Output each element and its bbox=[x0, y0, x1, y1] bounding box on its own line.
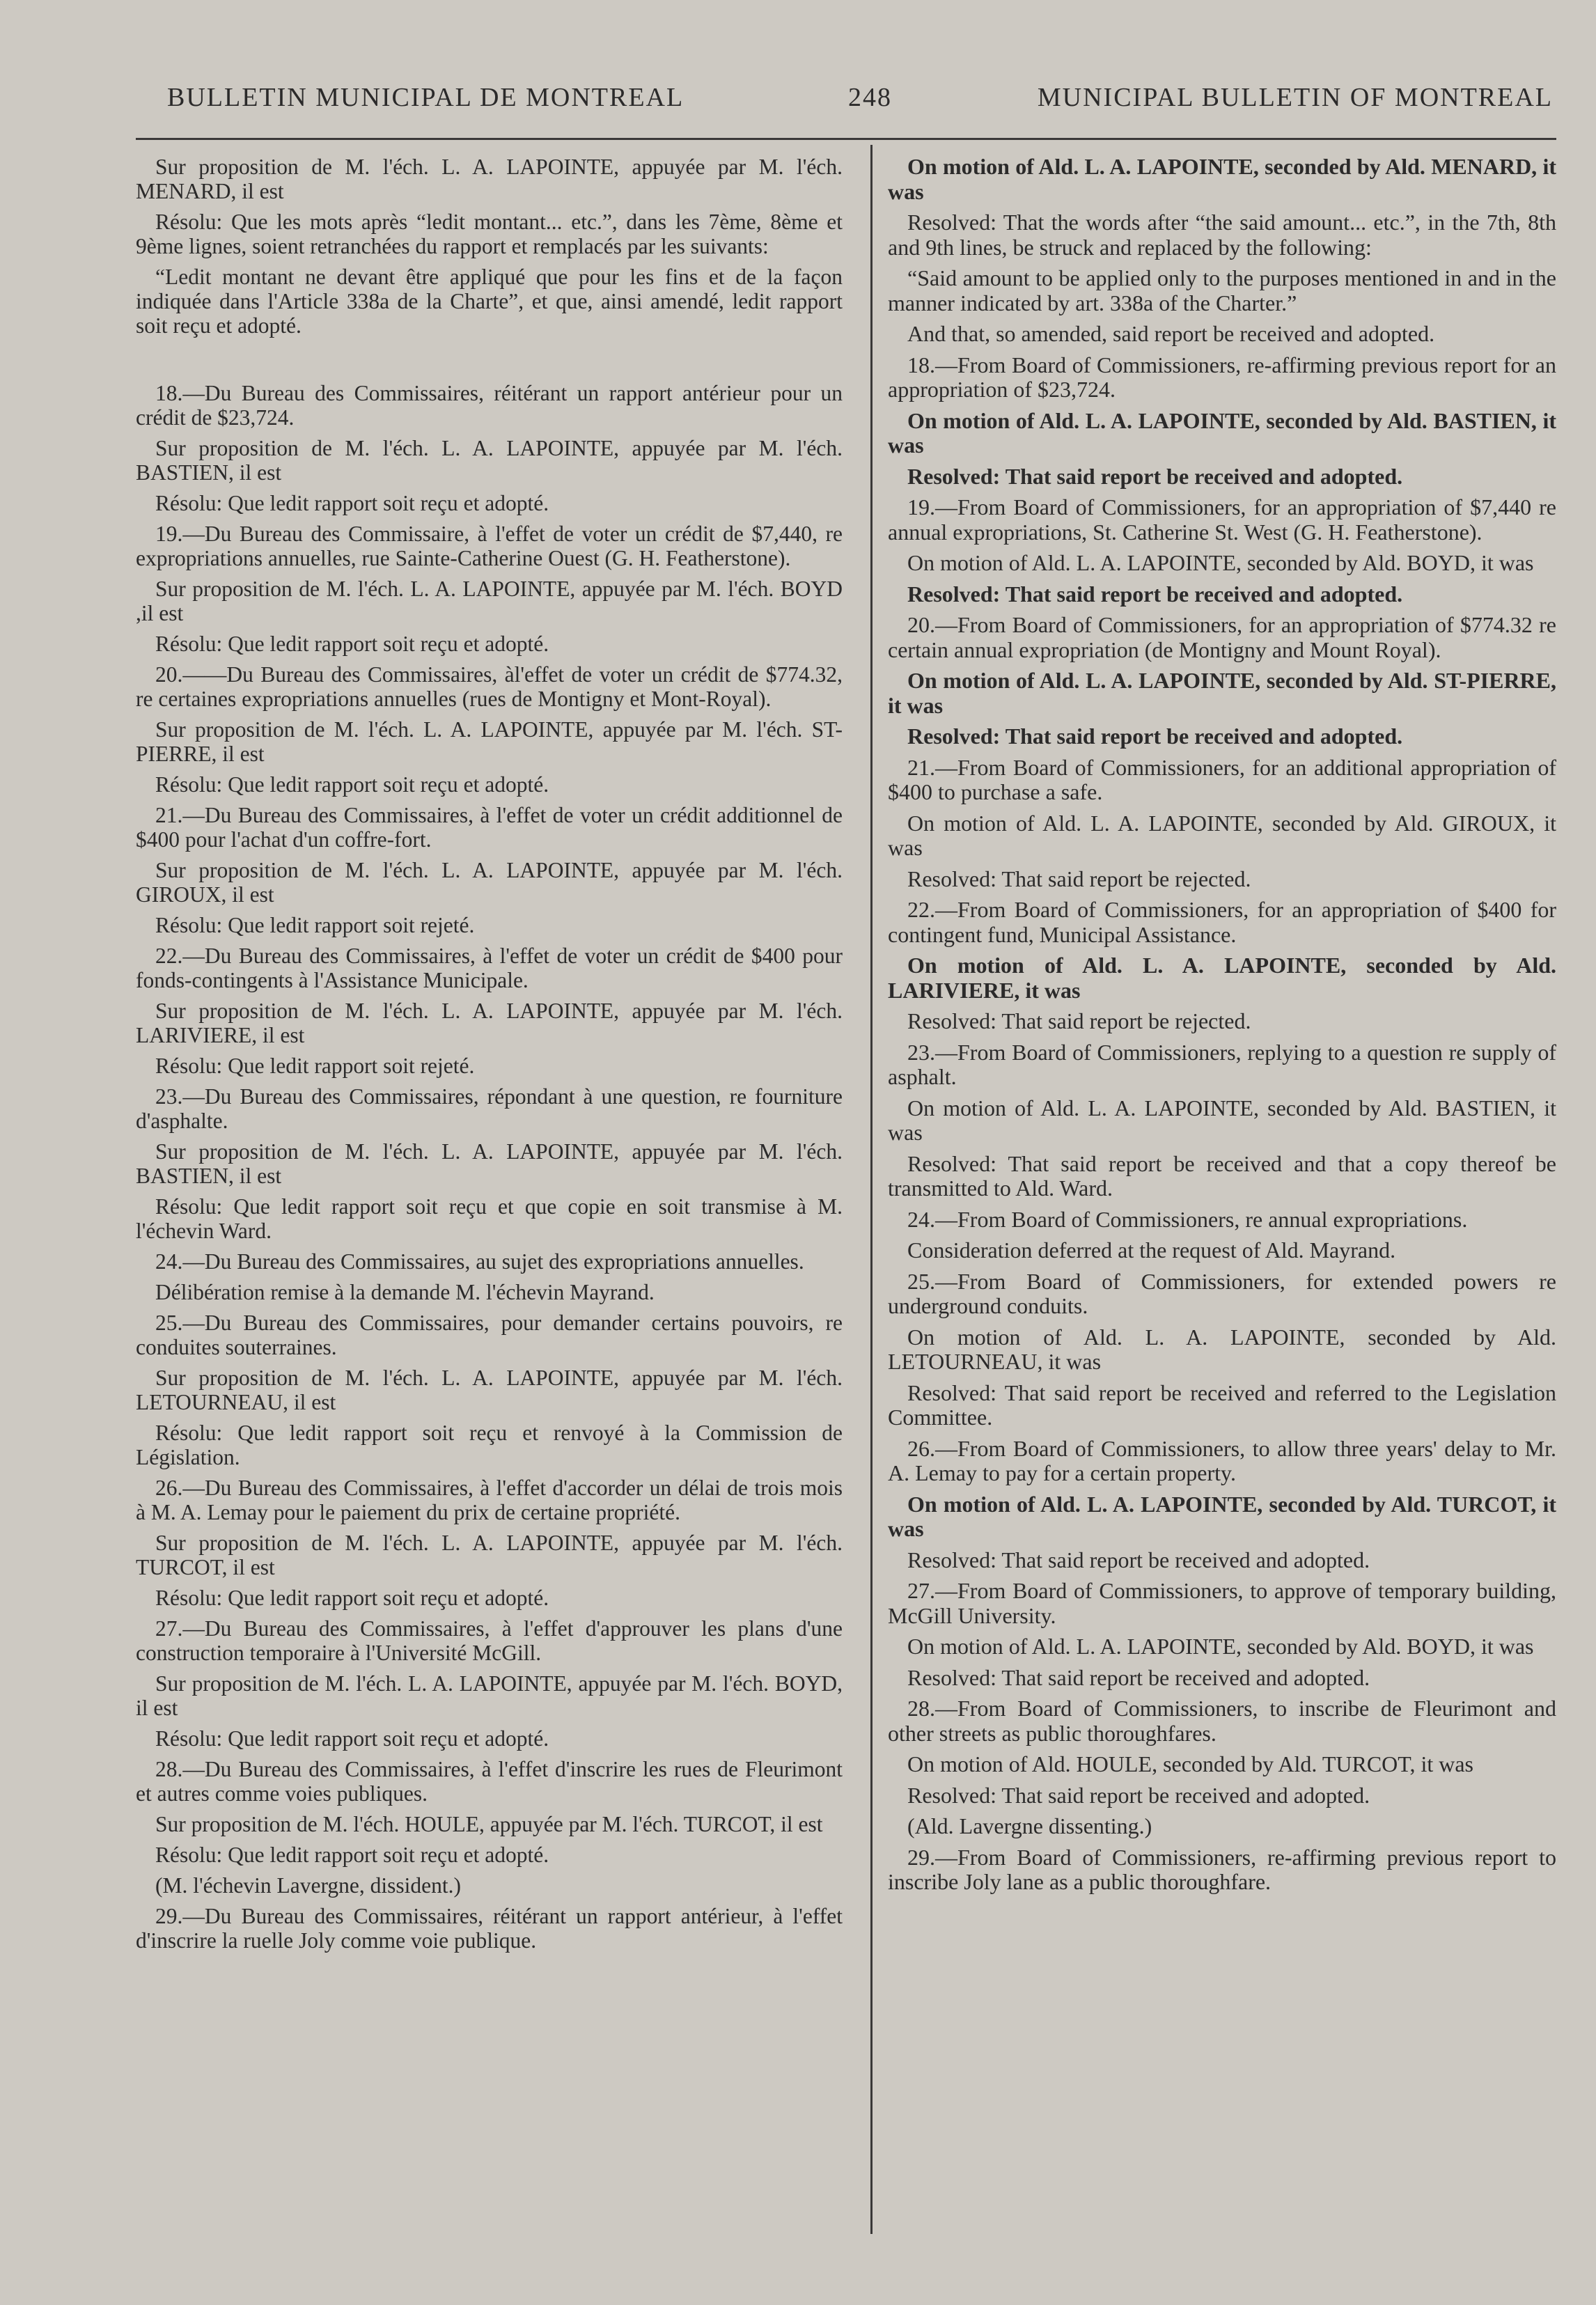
english-paragraph: On motion of Ald. L. A. LAPOINTE, seconded by Ald. TURCOT, it was bbox=[888, 1491, 1556, 1541]
english-paragraph: On motion of Ald. L. A. LAPOINTE, seconded by Ald. LETOURNEAU, it was bbox=[888, 1324, 1556, 1374]
english-column bbox=[888, 155, 1556, 1901]
french-paragraph: Résolu: Que les mots après “ledit montant... etc.”, dans les 7ème, 8ème et 9ème lignes, soient retranchées du rapport et remplacés par les suivants: bbox=[136, 210, 843, 258]
french-paragraph: Sur proposition de M. l'éch. L. A. LAPOINTE, appuyée par M. l'éch. GIROUX, il est bbox=[136, 858, 843, 907]
header-rule bbox=[136, 138, 1556, 140]
english-paragraph: On motion of Ald. L. A. LAPOINTE, seconded by Ald. MENARD, it was bbox=[888, 154, 1556, 204]
french-paragraph: Sur proposition de M. l'éch. HOULE, appuyée par M. l'éch. TURCOT, il est bbox=[155, 1812, 823, 1836]
english-paragraph: On motion of Ald. L. A. LAPOINTE, seconded by Ald. BOYD, it was bbox=[907, 550, 1534, 575]
page-header bbox=[167, 82, 1553, 124]
french-paragraph: 19.—Du Bureau des Commissaire, à l'effet de voter un crédit de $7,440, re expropriations annuelles, rue Sainte-Catherine Ouest (G. H. Featherstone). bbox=[136, 522, 843, 570]
french-paragraph: Résolu: Que ledit rapport soit reçu et adopté. bbox=[155, 1726, 549, 1751]
english-paragraph: On motion of Ald. L. A. LAPOINTE, seconded by Ald. BASTIEN, it was bbox=[888, 407, 1556, 458]
french-paragraph: 27.—Du Bureau des Commissaires, à l'effet d'approuver les plans d'une construction temporaire à l'Université McGill. bbox=[136, 1616, 843, 1665]
english-paragraph: Resolved: That said report be received and adopted. bbox=[907, 1664, 1370, 1690]
english-paragraph: And that, so amended, said report be received and adopted. bbox=[907, 321, 1435, 346]
english-paragraph: “Said amount to be applied only to the purposes mentioned in and in the manner indicated by art. 338a of the Charter.” bbox=[888, 265, 1556, 315]
french-paragraph: Résolu: Que ledit rapport soit reçu et que copie en soit transmise à M. l'échevin Ward. bbox=[136, 1194, 843, 1243]
french-paragraph: 21.—Du Bureau des Commissaires, à l'effet de voter un crédit additionnel de $400 pour l'achat d'un coffre-fort. bbox=[136, 803, 843, 852]
french-paragraph: Sur proposition de M. l'éch. L. A. LAPOINTE, appuyée par M. l'éch. LARIVIERE, il est bbox=[136, 999, 843, 1047]
english-paragraph: Resolved: That the words after “the said amount... etc.”, in the 7th, 8th and 9th lines, be struck and replaced by the following: bbox=[888, 210, 1556, 260]
english-paragraph: On motion of Ald. L. A. LAPOINTE, seconded by Ald. GIROUX, it was bbox=[888, 810, 1556, 860]
english-paragraph: On motion of Ald. L. A. LAPOINTE, seconded by Ald. BASTIEN, it was bbox=[888, 1095, 1556, 1145]
english-paragraph: Resolved: That said report be received and referred to the Legislation Committee. bbox=[888, 1380, 1556, 1430]
english-paragraph: 26.—From Board of Commissioners, to allow three years' delay to Mr. A. Lemay to pay for a certain property. bbox=[888, 1435, 1556, 1485]
french-paragraph: Résolu: Que ledit rapport soit reçu et adopté. bbox=[155, 632, 549, 656]
english-paragraph: (Ald. Lavergne dissenting.) bbox=[907, 1813, 1152, 1838]
french-paragraph: Sur proposition de M. l'éch. L. A. LAPOINTE, appuyée par M. l'éch. BOYD, il est bbox=[136, 1671, 843, 1720]
french-paragraph: Délibération remise à la demande M. l'échevin Mayrand. bbox=[155, 1280, 655, 1304]
french-paragraph: Résolu: Que ledit rapport soit rejeté. bbox=[155, 1054, 475, 1078]
english-paragraph: 29.—From Board of Commissioners, re-affirming previous report to inscribe Joly lane as a public thoroughfare. bbox=[888, 1844, 1556, 1894]
french-paragraph: 26.—Du Bureau des Commissaires, à l'effet d'accorder un délai de trois mois à M. A. Lemay pour le paiement du prix de certaine propriété. bbox=[136, 1476, 843, 1524]
french-paragraph: Sur proposition de M. l'éch. L. A. LAPOINTE, appuyée par M. l'éch. LETOURNEAU, il est bbox=[136, 1366, 843, 1414]
french-paragraph: 25.—Du Bureau des Commissaires, pour demander certains pouvoirs, re conduites souterraines. bbox=[136, 1311, 843, 1359]
english-paragraph: 22.—From Board of Commissioners, for an appropriation of $400 for contingent fund, Municipal Assistance. bbox=[888, 897, 1556, 947]
english-paragraph: On motion of Ald. HOULE, seconded by Ald. TURCOT, it was bbox=[907, 1751, 1473, 1776]
french-paragraph: 23.—Du Bureau des Commissaires, répondant à une question, re fourniture d'asphalte. bbox=[136, 1084, 843, 1133]
english-paragraph: 18.—From Board of Commissioners, re-affirming previous report for an appropriation of $23,724. bbox=[888, 352, 1556, 402]
french-paragraph: 24.—Du Bureau des Commissaires, au sujet des expropriations annuelles. bbox=[155, 1249, 804, 1274]
column-divider bbox=[870, 145, 873, 2234]
english-paragraph: Consideration deferred at the request of Ald. Mayrand. bbox=[907, 1237, 1396, 1263]
header-title-english: MUNICIPAL BULLETIN OF MONTREAL bbox=[1037, 83, 1553, 112]
page-number: 248 bbox=[848, 83, 892, 112]
french-paragraph: Résolu: Que ledit rapport soit reçu et adopté. bbox=[155, 491, 549, 515]
english-paragraph: Resolved: That said report be received and adopted. bbox=[907, 463, 1403, 489]
english-paragraph: Resolved: That said report be rejected. bbox=[907, 866, 1251, 891]
french-paragraph: Sur proposition de M. l'éch. L. A. LAPOINTE, appuyée par M. l'éch. TURCOT, il est bbox=[136, 1531, 843, 1579]
english-paragraph: Resolved: That said report be rejected. bbox=[907, 1008, 1251, 1033]
english-paragraph: 25.—From Board of Commissioners, for extended powers re underground conduits. bbox=[888, 1268, 1556, 1318]
french-paragraph: Résolu: Que ledit rapport soit reçu et adopté. bbox=[155, 1843, 549, 1867]
english-paragraph: Resolved: That said report be received and adopted. bbox=[907, 724, 1403, 749]
french-paragraph: Sur proposition de M. l'éch. L. A. LAPOINTE, appuyée par M. l'éch. BASTIEN, il est bbox=[136, 436, 843, 485]
english-paragraph: 23.—From Board of Commissioners, replying to a question re supply of asphalt. bbox=[888, 1039, 1556, 1089]
french-paragraph: Résolu: Que ledit rapport soit reçu et adopté. bbox=[155, 1586, 549, 1610]
english-paragraph: 20.—From Board of Commissioners, for an appropriation of $774.32 re certain annual expropriation (de Montigny and Mount Royal). bbox=[888, 612, 1556, 662]
french-paragraph: Sur proposition de M. l'éch. L. A. LAPOINTE, appuyée par M. l'éch. BOYD ,il est bbox=[136, 577, 843, 625]
french-paragraph: 22.—Du Bureau des Commissaires, à l'effet de voter un crédit de $400 pour fonds-contingents à l'Assistance Municipale. bbox=[136, 944, 843, 992]
french-paragraph: Résolu: Que ledit rapport soit reçu et adopté. bbox=[155, 772, 549, 797]
french-paragraph: Sur proposition de M. l'éch. L. A. LAPOINTE, appuyée par M. l'éch. BASTIEN, il est bbox=[136, 1139, 843, 1188]
french-paragraph: (M. l'échevin Lavergne, dissident.) bbox=[155, 1873, 461, 1898]
english-paragraph: Resolved: That said report be received and adopted. bbox=[907, 1547, 1370, 1572]
header-title-french: BULLETIN MUNICIPAL DE MONTREAL bbox=[167, 83, 684, 112]
french-paragraph: Résolu: Que ledit rapport soit reçu et renvoyé à la Commission de Législation. bbox=[136, 1421, 843, 1469]
english-paragraph: On motion of Ald. L. A. LAPOINTE, seconded by Ald. ST-PIERRE, it was bbox=[888, 668, 1556, 718]
english-paragraph: 21.—From Board of Commissioners, for an additional appropriation of $400 to purchase a safe. bbox=[888, 754, 1556, 804]
french-paragraph: Sur proposition de M. l'éch. L. A. LAPOINTE, appuyée par M. l'éch. MENARD, il est bbox=[136, 155, 843, 203]
french-paragraph: 18.—Du Bureau des Commissaires, réitérant un rapport antérieur pour un crédit de $23,724. bbox=[136, 381, 843, 430]
french-paragraph: Sur proposition de M. l'éch. L. A. LAPOINTE, appuyée par M. l'éch. ST-PIERRE, il est bbox=[136, 717, 843, 766]
english-paragraph: 27.—From Board of Commissioners, to approve of temporary building, McGill University. bbox=[888, 1578, 1556, 1628]
english-paragraph: 28.—From Board of Commissioners, to inscribe de Fleurimont and other streets as public thoroughfares. bbox=[888, 1696, 1556, 1746]
english-paragraph: 24.—From Board of Commissioners, re annual expropriations. bbox=[907, 1206, 1468, 1232]
english-paragraph: On motion of Ald. L. A. LAPOINTE, seconded by Ald. BOYD, it was bbox=[907, 1634, 1534, 1659]
english-paragraph: Resolved: That said report be received and adopted. bbox=[907, 1782, 1370, 1808]
french-column bbox=[136, 155, 843, 1959]
english-paragraph: Resolved: That said report be received and adopted. bbox=[907, 581, 1403, 607]
french-paragraph: 20.——Du Bureau des Commissaires, àl'effet de voter un crédit de $774.32, re certaines expropriations annuelles (rues de Montigny et Mont-Royal). bbox=[136, 662, 843, 711]
french-paragraph: 28.—Du Bureau des Commissaires, à l'effet d'inscrire les rues de Fleurimont et autres comme voies publiques. bbox=[136, 1757, 843, 1806]
english-paragraph: On motion of Ald. L. A. LAPOINTE, seconded by Ald. LARIVIERE, it was bbox=[888, 953, 1556, 1003]
french-paragraph: Résolu: Que ledit rapport soit rejeté. bbox=[155, 913, 475, 937]
english-paragraph: Resolved: That said report be received and that a copy thereof be transmitted to Ald. Ward. bbox=[888, 1150, 1556, 1201]
french-paragraph: “Ledit montant ne devant être appliqué que pour les fins et de la façon indiquée dans l'Article 338a de la Charte”, et que, ainsi amendé, ledit rapport soit reçu et adopté. bbox=[136, 265, 843, 338]
french-paragraph: 29.—Du Bureau des Commissaires, réitérant un rapport antérieur, à l'effet d'inscrire la ruelle Joly comme voie publique. bbox=[136, 1904, 843, 1953]
english-paragraph: 19.—From Board of Commissioners, for an appropriation of $7,440 re annual expropriations, St. Catherine St. West (G. H. Featherstone). bbox=[888, 494, 1556, 545]
